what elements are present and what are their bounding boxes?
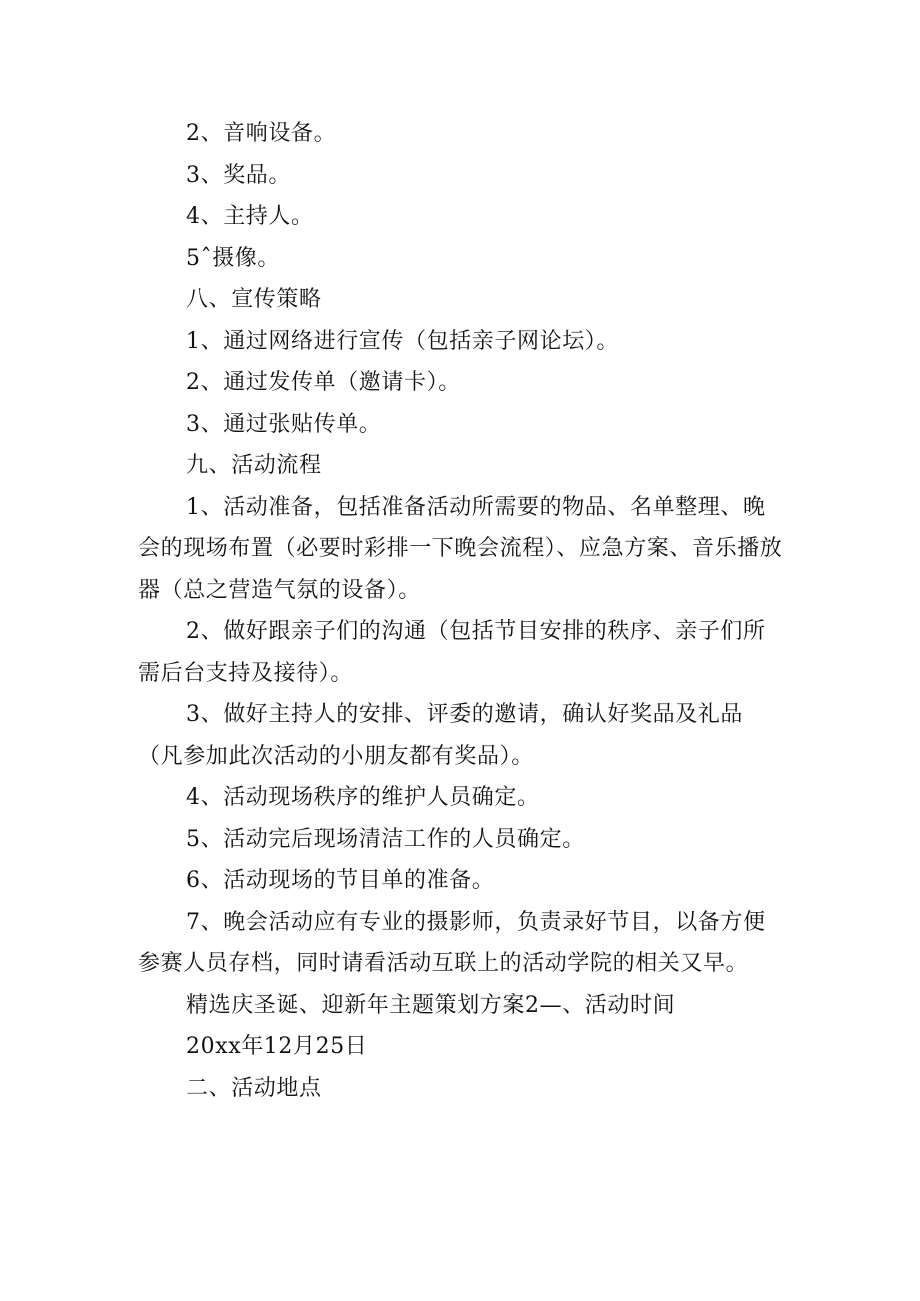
section-heading-location: 二、活动地点 — [186, 1075, 322, 1101]
paragraph-promo-3: 3、通过张贴传单。 — [186, 411, 382, 437]
paragraph-flow-2: 2、做好跟亲子们的沟通（包括节目安排的秩序、亲子们所需后台支持及接待）。 — [138, 619, 766, 686]
paragraph-item-2: 2、音响设备。 — [186, 121, 337, 146]
paragraph-promo-1: 1、通过网络进行宣传（包括亲子网论坛）。 — [186, 328, 619, 354]
paragraph-flow-4: 4、活动现场秩序的维护人员确定。 — [186, 785, 540, 810]
plan-2-title: 精选庆圣诞、迎新年主题策划方案2—、活动时间 — [186, 992, 676, 1018]
paragraph-flow-6: 6、活动现场的节目单的准备。 — [186, 868, 495, 893]
document-body — [138, 113, 788, 1109]
paragraph-flow-1: 1、活动准备，包括准备活动所需要的物品、名单整理、晚会的现场布置（必要时彩排一下晚会流程）、应急方案、音乐播放器（总之营造气氛的设备）。 — [138, 494, 783, 603]
paragraph-flow-7: 7、晚会活动应有专业的摄影师，负责录好节目，以备方便参赛人员存档，同时请看活动互联上的活动学院的相关又早。 — [138, 909, 766, 976]
activity-date: 20xx年12月25日 — [186, 1034, 368, 1059]
section-heading-9: 九、活动流程 — [186, 453, 322, 478]
section-heading-8: 八、宣传策略 — [186, 287, 322, 312]
paragraph-item-3: 3、奖品。 — [186, 162, 291, 188]
paragraph-item-4: 4、主持人。 — [186, 204, 314, 229]
paragraph-promo-2: 2、通过发传单（邀请卡）。 — [186, 370, 461, 395]
paragraph-flow-5: 5、活动完后现场清洁工作的人员确定。 — [186, 826, 585, 852]
paragraph-flow-3: 3、做好主持人的安排、评委的邀请，确认好奖品及礼品（凡参加此次活动的小朋友都有奖品）。 — [138, 702, 743, 769]
paragraph-item-5: 5ˆ摄像。 — [186, 245, 280, 271]
